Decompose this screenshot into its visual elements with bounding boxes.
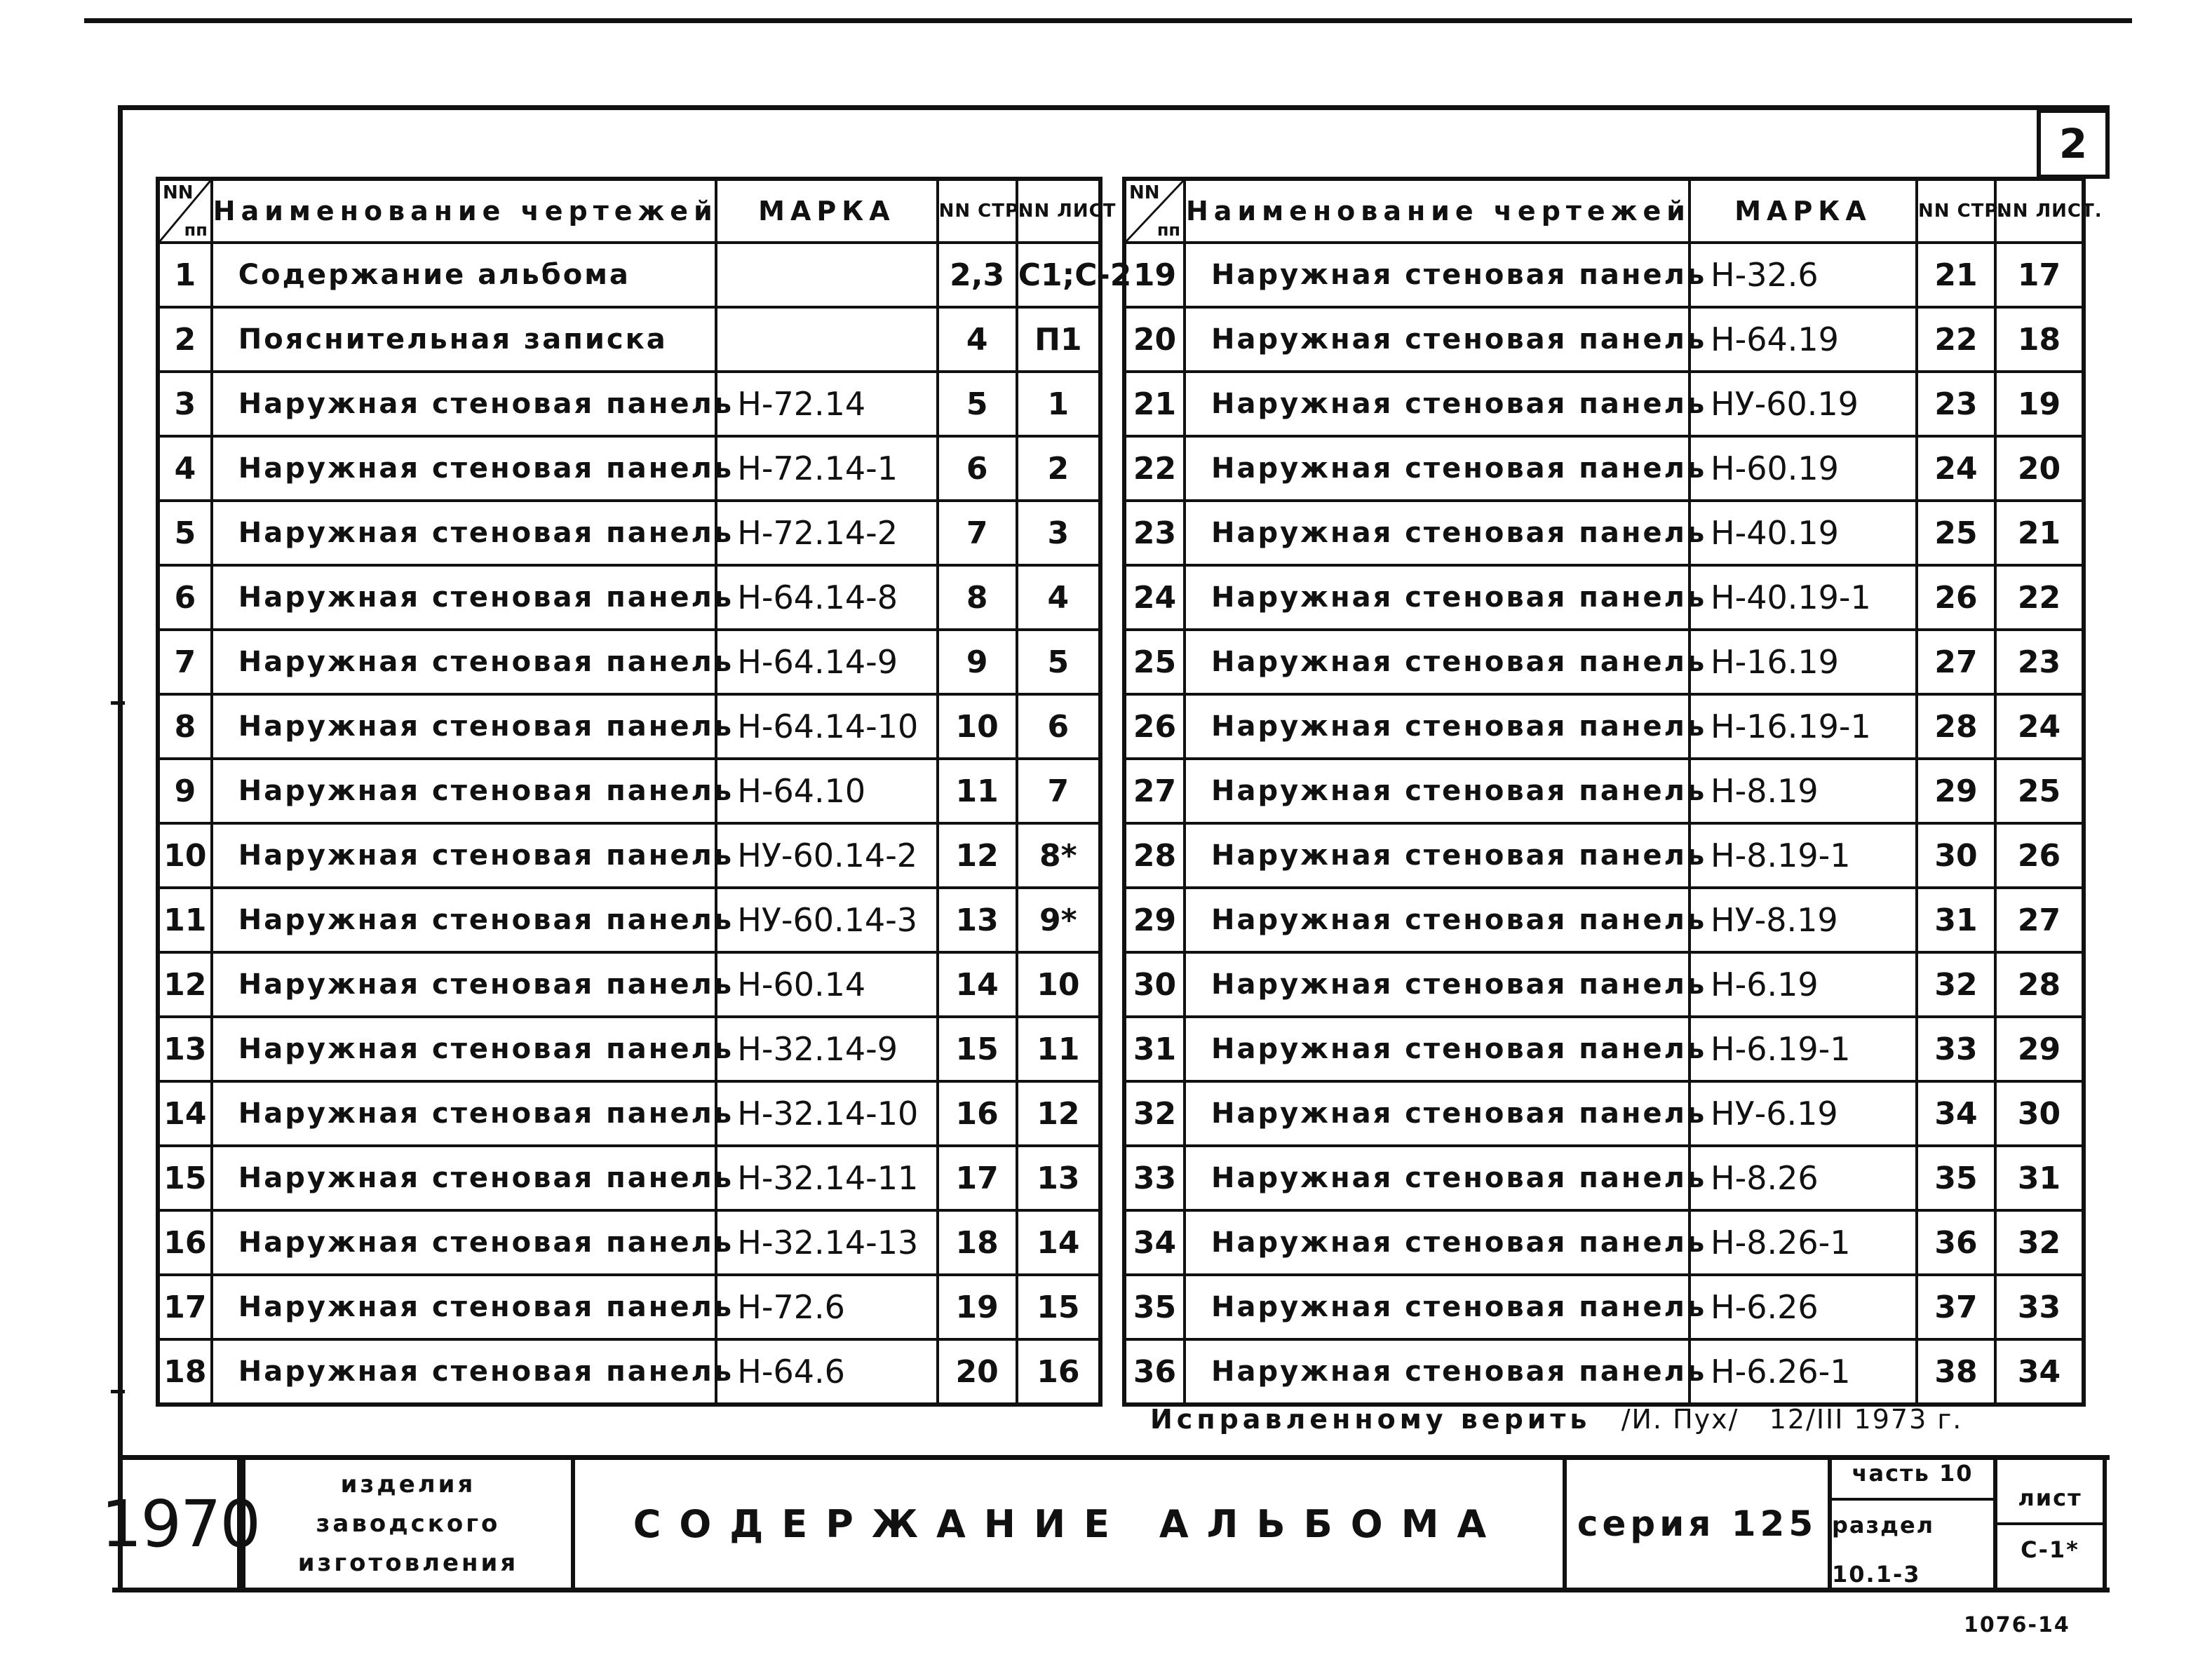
table-row xyxy=(1124,888,2084,952)
row-sheet: 20 xyxy=(1995,436,2084,501)
table-row xyxy=(158,307,1100,372)
row-page: 37 xyxy=(1917,1275,1995,1339)
row-number: 7 xyxy=(158,630,212,694)
row-mark: Н-6.26 xyxy=(1690,1275,1917,1339)
header-nn-top: NN xyxy=(1129,182,1160,203)
org-line-2: изготовления xyxy=(297,1549,519,1577)
table-row xyxy=(158,1146,1100,1210)
row-mark: Н-64.14-9 xyxy=(716,630,937,694)
table-row xyxy=(158,888,1100,952)
row-page: 26 xyxy=(1917,565,1995,630)
row-page: 15 xyxy=(938,1017,1017,1081)
row-page: 30 xyxy=(1917,823,1995,888)
row-mark: Н-60.19 xyxy=(1690,436,1917,501)
table-row xyxy=(1124,372,2084,436)
correction-text: Исправленному верить xyxy=(1150,1404,1591,1435)
row-sheet: 2 xyxy=(1017,436,1100,501)
row-name: Наружная стеновая панель xyxy=(212,952,716,1017)
row-mark: Н-40.19-1 xyxy=(1690,565,1917,630)
row-sheet: 27 xyxy=(1995,888,2084,952)
row-sheet: П1 xyxy=(1017,307,1100,372)
row-number: 6 xyxy=(158,565,212,630)
row-sheet: 10 xyxy=(1017,952,1100,1017)
row-name: Наружная стеновая панель xyxy=(1185,952,1690,1017)
title-block-sheet xyxy=(1993,1460,2107,1588)
row-name: Наружная стеновая панель xyxy=(1185,1275,1690,1339)
row-name: Наружная стеновая панель xyxy=(1185,888,1690,952)
title-block-top-line xyxy=(118,1455,2110,1460)
row-name: Наружная стеновая панель xyxy=(1185,1210,1690,1275)
row-name: Наружная стеновая панель xyxy=(1185,501,1690,565)
row-page: 23 xyxy=(1917,372,1995,436)
row-number: 32 xyxy=(1124,1081,1185,1146)
row-number: 1 xyxy=(158,243,212,307)
row-mark: Н-40.19 xyxy=(1690,501,1917,565)
row-number: 8 xyxy=(158,694,212,759)
row-mark: Н-8.19 xyxy=(1690,759,1917,823)
row-mark xyxy=(716,307,937,372)
table-row xyxy=(1124,565,2084,630)
row-name: Наружная стеновая панель xyxy=(212,1146,716,1210)
table-row xyxy=(158,952,1100,1017)
title-block-part xyxy=(1828,1460,1993,1588)
row-number: 20 xyxy=(1124,307,1185,372)
row-page: 7 xyxy=(938,501,1017,565)
row-sheet: 14 xyxy=(1017,1210,1100,1275)
row-name: Наружная стеновая панель xyxy=(212,1210,716,1275)
top-rule xyxy=(84,18,2132,23)
table-row xyxy=(158,759,1100,823)
row-page: 38 xyxy=(1917,1339,1995,1405)
table-row xyxy=(1124,1017,2084,1081)
row-number: 11 xyxy=(158,888,212,952)
row-page: 4 xyxy=(938,307,1017,372)
row-page: 18 xyxy=(938,1210,1017,1275)
row-number: 16 xyxy=(158,1210,212,1275)
row-number: 30 xyxy=(1124,952,1185,1017)
correction-date: 12/III 1973 г. xyxy=(1769,1404,1963,1435)
row-name: Наружная стеновая панель xyxy=(212,436,716,501)
row-mark: Н-64.10 xyxy=(716,759,937,823)
row-name: Наружная стеновая панель xyxy=(212,1339,716,1405)
row-page: 33 xyxy=(1917,1017,1995,1081)
row-name: Наружная стеновая панель xyxy=(1185,307,1690,372)
row-number: 34 xyxy=(1124,1210,1185,1275)
row-mark: Н-32.14-9 xyxy=(716,1017,937,1081)
row-sheet: 12 xyxy=(1017,1081,1100,1146)
row-page: 2,3 xyxy=(938,243,1017,307)
header-sheet: NN ЛИСТ xyxy=(1017,179,1100,243)
row-mark: Н-64.14-10 xyxy=(716,694,937,759)
row-page: 36 xyxy=(1917,1210,1995,1275)
row-number: 29 xyxy=(1124,888,1185,952)
sheet-number: 2 xyxy=(2037,109,2110,179)
row-mark: Н-8.19-1 xyxy=(1690,823,1917,888)
row-page: 5 xyxy=(938,372,1017,436)
table-row xyxy=(1124,1081,2084,1146)
part-label: часть 10 xyxy=(1832,1449,1993,1501)
row-page: 22 xyxy=(1917,307,1995,372)
row-mark: НУ-6.19 xyxy=(1690,1081,1917,1146)
table-header-row xyxy=(158,179,1100,243)
row-sheet: 24 xyxy=(1995,694,2084,759)
row-page: 29 xyxy=(1917,759,1995,823)
row-number: 12 xyxy=(158,952,212,1017)
row-sheet: 33 xyxy=(1995,1275,2084,1339)
row-sheet: 18 xyxy=(1995,307,2084,372)
row-name: Наружная стеновая панель xyxy=(1185,694,1690,759)
table-row xyxy=(1124,307,2084,372)
row-number: 22 xyxy=(1124,436,1185,501)
table-row xyxy=(158,243,1100,307)
row-mark: Н-32.14-10 xyxy=(716,1081,937,1146)
row-name: Наружная стеновая панель xyxy=(1185,1339,1690,1405)
row-sheet: 19 xyxy=(1995,372,2084,436)
row-name: Наружная стеновая панель xyxy=(212,888,716,952)
header-mark: МАРКА xyxy=(1690,179,1917,243)
row-name: Наружная стеновая панель xyxy=(212,630,716,694)
row-mark: Н-6.19-1 xyxy=(1690,1017,1917,1081)
row-sheet: 15 xyxy=(1017,1275,1100,1339)
sheet-label: лист xyxy=(1997,1473,2103,1525)
row-name: Наружная стеновая панель xyxy=(1185,759,1690,823)
row-number: 9 xyxy=(158,759,212,823)
table-row xyxy=(1124,436,2084,501)
row-number: 19 xyxy=(1124,243,1185,307)
row-page: 8 xyxy=(938,565,1017,630)
row-number: 28 xyxy=(1124,823,1185,888)
row-sheet: 26 xyxy=(1995,823,2084,888)
table-row xyxy=(158,565,1100,630)
header-nn xyxy=(1124,179,1185,243)
row-sheet: 8* xyxy=(1017,823,1100,888)
row-name: Наружная стеновая панель xyxy=(1185,1081,1690,1146)
row-mark: Н-72.14-2 xyxy=(716,501,937,565)
row-number: 14 xyxy=(158,1081,212,1146)
row-sheet: 6 xyxy=(1017,694,1100,759)
row-name: Наружная стеновая панель xyxy=(212,565,716,630)
table-row xyxy=(158,436,1100,501)
row-mark: Н-64.14-8 xyxy=(716,565,937,630)
row-name: Наружная стеновая панель xyxy=(1185,372,1690,436)
table-row xyxy=(1124,694,2084,759)
row-number: 21 xyxy=(1124,372,1185,436)
row-page: 19 xyxy=(938,1275,1017,1339)
title-block-series: серия 125 xyxy=(1563,1460,1828,1588)
row-number: 18 xyxy=(158,1339,212,1405)
row-mark: Н-32.6 xyxy=(1690,243,1917,307)
row-page: 34 xyxy=(1917,1081,1995,1146)
sheet-value: С-1* xyxy=(2021,1536,2079,1563)
org-line-1: изделия заводского xyxy=(316,1470,501,1538)
margin-tick xyxy=(111,1390,125,1393)
row-name: Наружная стеновая панель xyxy=(1185,565,1690,630)
table-row xyxy=(1124,243,2084,307)
title-block-org xyxy=(241,1460,571,1588)
row-number: 27 xyxy=(1124,759,1185,823)
table-row xyxy=(158,1275,1100,1339)
header-nn-top: NN xyxy=(163,182,194,203)
table-row xyxy=(1124,823,2084,888)
row-sheet: 22 xyxy=(1995,565,2084,630)
row-mark: Н-16.19 xyxy=(1690,630,1917,694)
margin-tick xyxy=(111,701,125,705)
row-page: 10 xyxy=(938,694,1017,759)
table-row xyxy=(1124,759,2084,823)
row-sheet: 25 xyxy=(1995,759,2084,823)
row-sheet: 21 xyxy=(1995,501,2084,565)
row-mark: Н-16.19-1 xyxy=(1690,694,1917,759)
row-name: Содержание альбома xyxy=(212,243,716,307)
row-number: 15 xyxy=(158,1146,212,1210)
contents-table-right xyxy=(1122,177,2103,1407)
row-sheet: 31 xyxy=(1995,1146,2084,1210)
row-name: Наружная стеновая панель xyxy=(212,1275,716,1339)
row-mark: Н-8.26-1 xyxy=(1690,1210,1917,1275)
row-number: 25 xyxy=(1124,630,1185,694)
row-mark: НУ-60.19 xyxy=(1690,372,1917,436)
row-number: 26 xyxy=(1124,694,1185,759)
table-row xyxy=(158,372,1100,436)
row-page: 25 xyxy=(1917,501,1995,565)
table-row xyxy=(158,694,1100,759)
row-mark: НУ-60.14-2 xyxy=(716,823,937,888)
row-number: 3 xyxy=(158,372,212,436)
row-number: 31 xyxy=(1124,1017,1185,1081)
row-sheet: 9* xyxy=(1017,888,1100,952)
row-sheet: 17 xyxy=(1995,243,2084,307)
row-name: Наружная стеновая панель xyxy=(1185,436,1690,501)
row-page: 24 xyxy=(1917,436,1995,501)
row-sheet: 34 xyxy=(1995,1339,2084,1405)
row-name: Наружная стеновая панель xyxy=(1185,823,1690,888)
row-name: Наружная стеновая панель xyxy=(1185,1017,1690,1081)
row-number: 2 xyxy=(158,307,212,372)
row-name: Наружная стеновая панель xyxy=(1185,1146,1690,1210)
row-sheet: С1;С-2 xyxy=(1017,243,1100,307)
row-number: 10 xyxy=(158,823,212,888)
row-name: Наружная стеновая панель xyxy=(1185,630,1690,694)
table-row xyxy=(1124,501,2084,565)
row-number: 13 xyxy=(158,1017,212,1081)
row-number: 33 xyxy=(1124,1146,1185,1210)
row-name: Наружная стеновая панель xyxy=(212,1017,716,1081)
section-label: раздел 10.1-3 xyxy=(1832,1512,1935,1588)
correction-note xyxy=(1150,1404,2062,1453)
header-nn-bottom: пп xyxy=(1156,220,1180,240)
row-number: 17 xyxy=(158,1275,212,1339)
row-number: 24 xyxy=(1124,565,1185,630)
row-mark: НУ-60.14-3 xyxy=(716,888,937,952)
row-name: Наружная стеновая панель xyxy=(212,823,716,888)
row-number: 35 xyxy=(1124,1275,1185,1339)
row-name: Наружная стеновая панель xyxy=(212,372,716,436)
row-sheet: 29 xyxy=(1995,1017,2084,1081)
row-mark: Н-32.14-11 xyxy=(716,1146,937,1210)
row-sheet: 5 xyxy=(1017,630,1100,694)
row-page: 21 xyxy=(1917,243,1995,307)
row-mark: Н-72.6 xyxy=(716,1275,937,1339)
row-page: 6 xyxy=(938,436,1017,501)
table-row xyxy=(1124,1210,2084,1275)
table-row xyxy=(1124,1275,2084,1339)
table-row xyxy=(158,823,1100,888)
title-block-year: 1970 xyxy=(123,1460,241,1588)
row-sheet: 7 xyxy=(1017,759,1100,823)
header-name: Наименование чертежей xyxy=(212,179,716,243)
row-number: 23 xyxy=(1124,501,1185,565)
row-sheet: 28 xyxy=(1995,952,2084,1017)
row-mark: Н-32.14-13 xyxy=(716,1210,937,1275)
row-page: 13 xyxy=(938,888,1017,952)
row-page: 11 xyxy=(938,759,1017,823)
row-page: 16 xyxy=(938,1081,1017,1146)
row-name: Пояснительная записка xyxy=(212,307,716,372)
row-sheet: 32 xyxy=(1995,1210,2084,1275)
row-page: 28 xyxy=(1917,694,1995,759)
row-name: Наружная стеновая панель xyxy=(212,1081,716,1146)
row-name: Наружная стеновая панель xyxy=(212,501,716,565)
table-row xyxy=(158,1210,1100,1275)
row-mark: Н-72.14-1 xyxy=(716,436,937,501)
row-name: Наружная стеновая панель xyxy=(212,694,716,759)
table-header-row xyxy=(1124,179,2084,243)
table-row xyxy=(1124,952,2084,1017)
table-row xyxy=(1124,1146,2084,1210)
row-page: 31 xyxy=(1917,888,1995,952)
row-sheet: 11 xyxy=(1017,1017,1100,1081)
row-number: 5 xyxy=(158,501,212,565)
row-sheet: 30 xyxy=(1995,1081,2084,1146)
row-page: 27 xyxy=(1917,630,1995,694)
row-sheet: 3 xyxy=(1017,501,1100,565)
row-page: 32 xyxy=(1917,952,1995,1017)
row-mark: Н-64.19 xyxy=(1690,307,1917,372)
contents-table-left xyxy=(156,177,1132,1407)
row-name: Наружная стеновая панель xyxy=(1185,243,1690,307)
header-page: NN СТР. xyxy=(938,179,1017,243)
header-sheet: NN ЛИСТ. xyxy=(1995,179,2084,243)
row-mark: НУ-8.19 xyxy=(1690,888,1917,952)
row-number: 36 xyxy=(1124,1339,1185,1405)
row-page: 12 xyxy=(938,823,1017,888)
row-page: 35 xyxy=(1917,1146,1995,1210)
row-name: Наружная стеновая панель xyxy=(212,759,716,823)
row-number: 4 xyxy=(158,436,212,501)
header-nn-bottom: пп xyxy=(184,220,208,240)
row-page: 20 xyxy=(938,1339,1017,1405)
row-page: 17 xyxy=(938,1146,1017,1210)
table-row xyxy=(158,1081,1100,1146)
row-mark: Н-6.26-1 xyxy=(1690,1339,1917,1405)
title-block-title: СОДЕРЖАНИЕ АЛЬБОМА xyxy=(571,1460,1563,1588)
table-row xyxy=(158,630,1100,694)
row-mark: Н-72.14 xyxy=(716,372,937,436)
table-row xyxy=(158,501,1100,565)
row-sheet: 4 xyxy=(1017,565,1100,630)
row-sheet: 1 xyxy=(1017,372,1100,436)
title-block-bottom-line xyxy=(112,1588,2110,1592)
row-sheet: 23 xyxy=(1995,630,2084,694)
header-nn xyxy=(158,179,212,243)
header-mark: МАРКА xyxy=(716,179,937,243)
signature: /И. Пух/ xyxy=(1621,1404,1739,1435)
row-mark: Н-6.19 xyxy=(1690,952,1917,1017)
table-row xyxy=(1124,630,2084,694)
row-mark: Н-64.6 xyxy=(716,1339,937,1405)
table-row xyxy=(1124,1339,2084,1405)
row-mark: Н-8.26 xyxy=(1690,1146,1917,1210)
row-mark: Н-60.14 xyxy=(716,952,937,1017)
row-page: 14 xyxy=(938,952,1017,1017)
row-page: 9 xyxy=(938,630,1017,694)
footer-code: 1076-14 xyxy=(1964,1613,2070,1637)
row-sheet: 13 xyxy=(1017,1146,1100,1210)
row-mark xyxy=(716,243,937,307)
table-row xyxy=(158,1017,1100,1081)
table-row xyxy=(158,1339,1100,1405)
header-name: Наименование чертежей xyxy=(1185,179,1690,243)
row-sheet: 16 xyxy=(1017,1339,1100,1405)
header-page: NN СТР. xyxy=(1917,179,1995,243)
